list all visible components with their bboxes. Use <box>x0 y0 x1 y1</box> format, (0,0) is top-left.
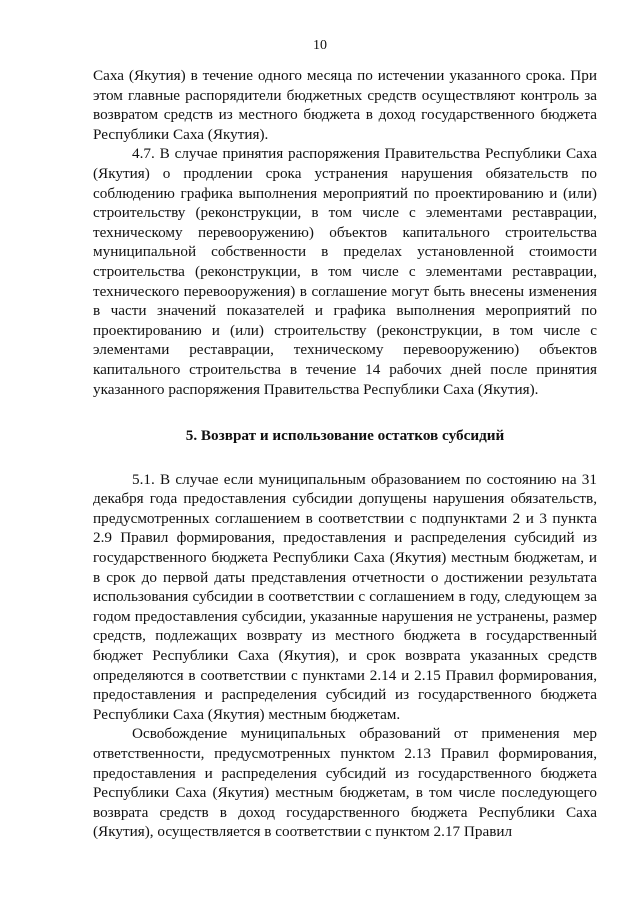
paragraph-continuation: Саха (Якутия) в течение одного месяца по истечении указанного срока. При этом главные распорядители бюджетных средств осуществляют контроль за возвратом средств из местного бюджета в доход государственного бюджета Республики Саха (Якутия). <box>93 67 597 143</box>
page-number: 10 <box>313 38 327 53</box>
paragraph-5-1: 5.1. В случае если муниципальным образованием по состоянию на 31 декабря года предоставления субсидии допущены нарушения обязательств, предусмотренных соглашением в соответствии с подпунктами 2 и 3 пункта 2.9 Правил формирования, предоставления и распределения субсидий из государственного бюджета Республики Саха (Якутия) местным бюджетам, и в срок до первой даты представления отчетности о достижении результата использования субсидии в соответствии с соглашением в году, следующем за годом предоставления субсидии, указанные нарушения не устранены, размер средств, подлежащих возврату из местного бюджета в государственный бюджет Республики Саха (Якутия), и срок возврата указанных средств определяются в соответствии с пунктами 2.14 и 2.15 Правил формирования, предоставления и распределения субсидий из государственного бюджета Республики Саха (Якутия) местным бюджетам. <box>93 470 597 723</box>
document-body <box>93 66 597 842</box>
section-heading: 5. Возврат и использование остатков субсидий <box>185 427 505 445</box>
paragraph-4-7: 4.7. В случае принятия распоряжения Правительства Республики Саха (Якутия) о продлении срока устранения нарушения обязательств по соблюдению графика выполнения мероприятий по проектированию и (или) строительству (реконструкции, в том числе с элементами реставрации, техническому перевооружению) объектов капитального строительства муниципальной собственности в пределах установленной стоимости строительства (реконструкции, в том числе с элементами реставрации, технического перевооружения) в соглашение могут быть внесены изменения в части значений показателей и графика выполнения мероприятий по проектированию и (или) строительству (реконструкции, в том числе с элементами реставрации, техническому перевооружению) объектов капитального строительства в течение 14 рабочих дней после принятия указанного распоряжения Правительства Республики Саха (Якутия). <box>93 145 597 398</box>
paragraph-exemption: Освобождение муниципальных образований от применения мер ответственности, предусмотренных пунктом 2.13 Правил формирования, предоставления и распределения субсидий из государственного бюджета Республики Саха (Якутия) местным бюджетам, в том числе последующего возврата средств в доход государственного бюджета Республики Саха (Якутия), осуществляется в соответствии с пунктом 2.17 Правил <box>93 725 597 841</box>
